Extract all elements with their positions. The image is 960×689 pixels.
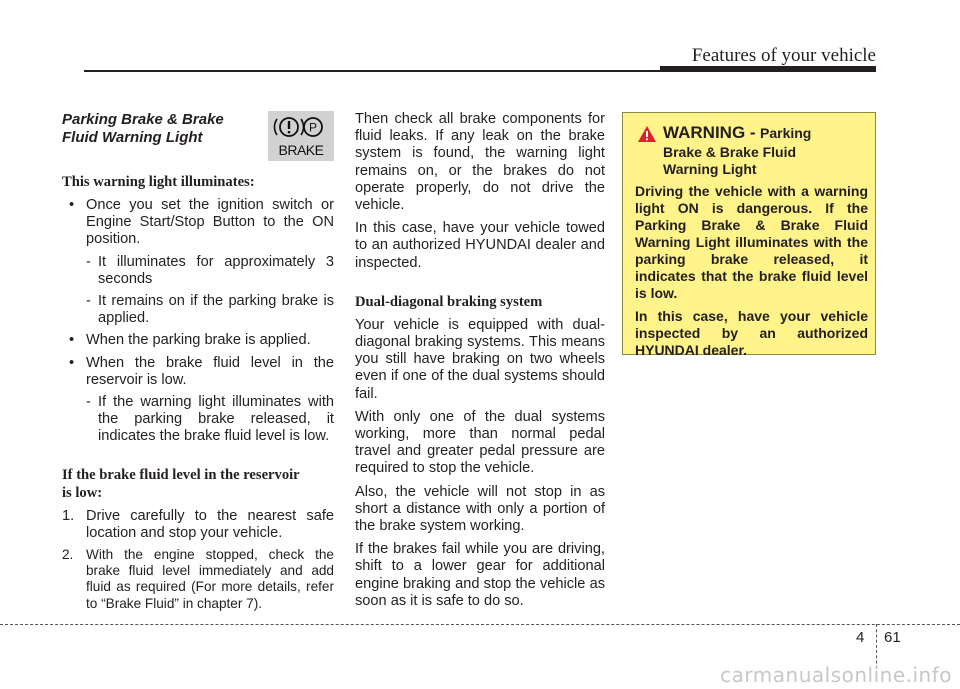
svg-text:P: P <box>308 120 318 135</box>
warning-triangle-icon <box>637 125 657 143</box>
warning-label: WARNING - <box>663 123 756 142</box>
warning-header: WARNING - Parking Brake & Brake Fluid Warning Light <box>637 123 867 178</box>
paragraph: Then check all brake components for fluid leaks. If any leak on the brake system is found, the warning light remains on, or the brakes do not operate properly, do not drive the vehicle. <box>355 111 605 214</box>
bullet-item: • When the parking brake is applied. <box>69 332 311 349</box>
low-fluid-heading: If the brake fluid level in the reservoir is low: <box>62 466 300 501</box>
column-middle <box>355 111 605 610</box>
paragraph: Your vehicle is equipped with dual-diagonal braking systems. This means you still have braking on two wheels even if one of the dual systems should fail. <box>355 316 605 402</box>
numbered-step: 1. Drive carefully to the nearest safe location and stop your vehicle. <box>62 507 334 541</box>
header-rule <box>84 70 660 72</box>
footer-page-number: 61 <box>884 629 901 646</box>
footer-rule <box>0 624 960 625</box>
page-header-title: Features of your vehicle <box>691 45 876 66</box>
paragraph: In this case, have your vehicle towed to an authorized HYUNDAI dealer and inspected. <box>355 220 605 271</box>
header-rule-accent <box>660 66 876 72</box>
bullet-item: • When the brake fluid level in the reservoir is low. <box>69 354 334 388</box>
section-title <box>62 111 262 147</box>
warning-box <box>622 112 876 358</box>
sub-item: - If the warning light illuminates with the parking brake released, it indicates the brake fluid level is low. <box>86 394 334 445</box>
sub-item: - It illuminates for approximately 3 seconds <box>86 253 334 287</box>
section-title-line1: Parking Brake & Brake <box>62 111 224 128</box>
svg-text:BRAKE: BRAKE <box>278 142 324 158</box>
sub-item: - It remains on if the parking brake is applied. <box>86 293 334 327</box>
section-title-line2: Fluid Warning Light <box>62 129 203 146</box>
warning-body: Driving the vehicle with a warning light ON is dangerous. If the Parking Brake & Brake Fluid Warning Light illuminates with the parking brake released, it indicates that the brake fluid level is low. In this case, have your vehicle inspected by an authorized HYUNDAI dealer. <box>635 183 868 358</box>
paragraph: Also, the vehicle will not stop in as short a distance with only a portion of the brake system working. <box>355 483 605 535</box>
watermark: carmanualsonline.info <box>720 663 952 687</box>
brake-warning-icon <box>268 111 334 161</box>
dual-braking-heading: Dual-diagonal braking system <box>355 293 543 310</box>
column-left <box>62 111 334 612</box>
paragraph: If the brakes fail while you are driving, shift to a lower gear for additional engine braking and stop the vehicle as soon as it is safe to do so. <box>355 541 605 609</box>
paragraph: With only one of the dual systems working, more than normal pedal travel and greater pedal pressure are required to stop the vehicle. <box>355 408 605 477</box>
numbered-step: 2. With the engine stopped, check the brake fluid level immediately and add fluid as required (For more details, refer to “Brake Fluid” in chapter 7). <box>62 547 334 611</box>
footer-section-number: 4 <box>856 629 865 646</box>
illuminates-heading: This warning light illuminates: <box>62 174 255 190</box>
bullet-item: • Once you set the ignition switch or Engine Start/Stop Button to the ON position. <box>69 197 334 248</box>
